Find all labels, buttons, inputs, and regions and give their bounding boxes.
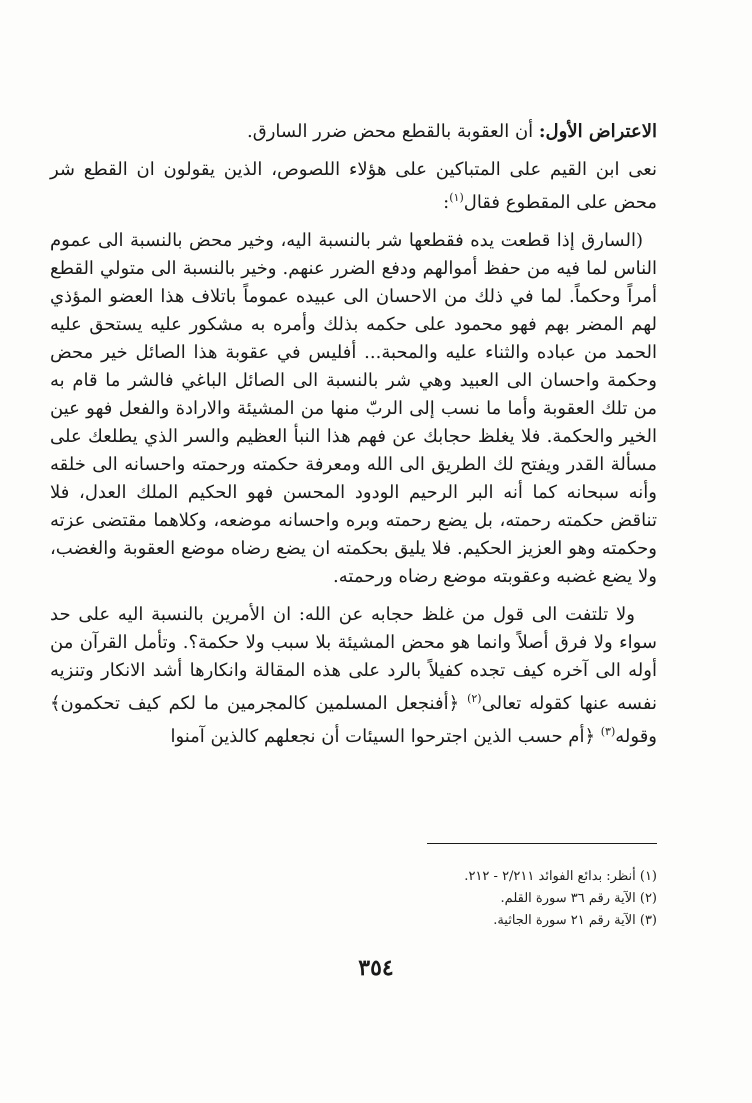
section-heading	[50, 118, 657, 146]
heading-text: أن العقوبة بالقطع محض ضرر السارق.	[247, 121, 534, 142]
intro-text: نعى ابن القيم على المتباكين على هؤلاء اللصوص، الذين يقولون ان القطع شر محض على المقطوع فقال	[50, 159, 657, 213]
intro-end: :	[443, 192, 450, 213]
second-paragraph	[50, 601, 657, 751]
intro-paragraph	[50, 156, 657, 217]
footnote-ref-1: (١)	[449, 191, 464, 204]
quote-paragraph: (السارق إذا قطعت يده فقطعها شر بالنسبة اليه، وخير محض بالنسبة الى عموم الناس لما فيه من حفظ أموالهم ودفع الضرر عنهم. وخير بالنسبة الى متولي القطع أمراً وحكماً. لما في ذلك من الاحسان الى عبيده عموماً باتلاف هذا العضو المؤذي لهم المضر بهم فهو محمود على حكمه بذلك وأمره به مشكور عليه يستحق عليه الحمد من عباده والثناء عليه والمحبة... أفليس في عقوبة هذا الصائل خير محض وحكمة واحسان الى العبيد وهي شر بالنسبة الى الصائل الباغي فالشر ما قام به من تلك العقوبة وأما ما نسب إلى الربّ منها من المشيئة والارادة والفعل فهو عين الخير والحكمة. فلا يغلظ حجابك عن فهم هذا النبأ العظيم والسر الذي يطلعك على مسألة القدر ويفتح لك الطريق الى الله ومعرفة حكمته ورحمته واحسانه الى خلقه وأنه سبحانه كما أنه البر الرحيم الودود المحسن فهو الحكيم الملك العدل، فلا تناقض حكمته رحمته، بل يضع رحمته وبره واحسانه موضعه، وكلاهما مقتضى عزته وحكمته وهو العزيز الحكيم. فلا يليق بحكمته ان يضع رضاه موضع العقوبة والغضب، ولا يضع غضبه وعقوبته موضع رضاه ورحمته.	[50, 230, 657, 587]
heading-label: الاعتراض الأول:	[538, 121, 657, 142]
page-number: ٣٥٤	[358, 955, 394, 981]
main-text	[50, 118, 657, 761]
para2-text-c: ﴿أم حسب الذين اجترحوا السيئات أن نجعلهم كالذين آمنوا	[170, 726, 596, 747]
footnote-ref-2: (٢)	[467, 692, 482, 705]
footnote-ref-3: (٣)	[600, 725, 616, 738]
footnote-3: (٣) الآية رقم ٢١ سورة الجاثية.	[493, 913, 657, 928]
footnote-2: (٢) الآية رقم ٣٦ سورة القلم.	[500, 891, 657, 906]
footnote-1: (١) أنظر: بدائع الفوائد ٢/٢١١ - ٢١٢.	[464, 869, 657, 884]
para2-text-b: ﴿أفنجعل المسلمين كالمجرمين ما لكم كيف تحكمون﴾ وقوله	[50, 693, 657, 747]
footnotes	[427, 843, 657, 932]
para2-text-a: ولا تلتفت الى قول من غلظ حجابه عن الله: ان الأمرين بالنسبة اليه على حد سواء ولا فرق أصلاً وانما هو محض المشيئة بلا سبب ولا حكمة؟. وتأمل القرآن من أوله الى آخره كيف تجده كفيلاً بالرد على هذه المقالة وانكارها أشد الانكار وتنزيه نفسه عنها كقوله تعالى	[50, 604, 657, 714]
